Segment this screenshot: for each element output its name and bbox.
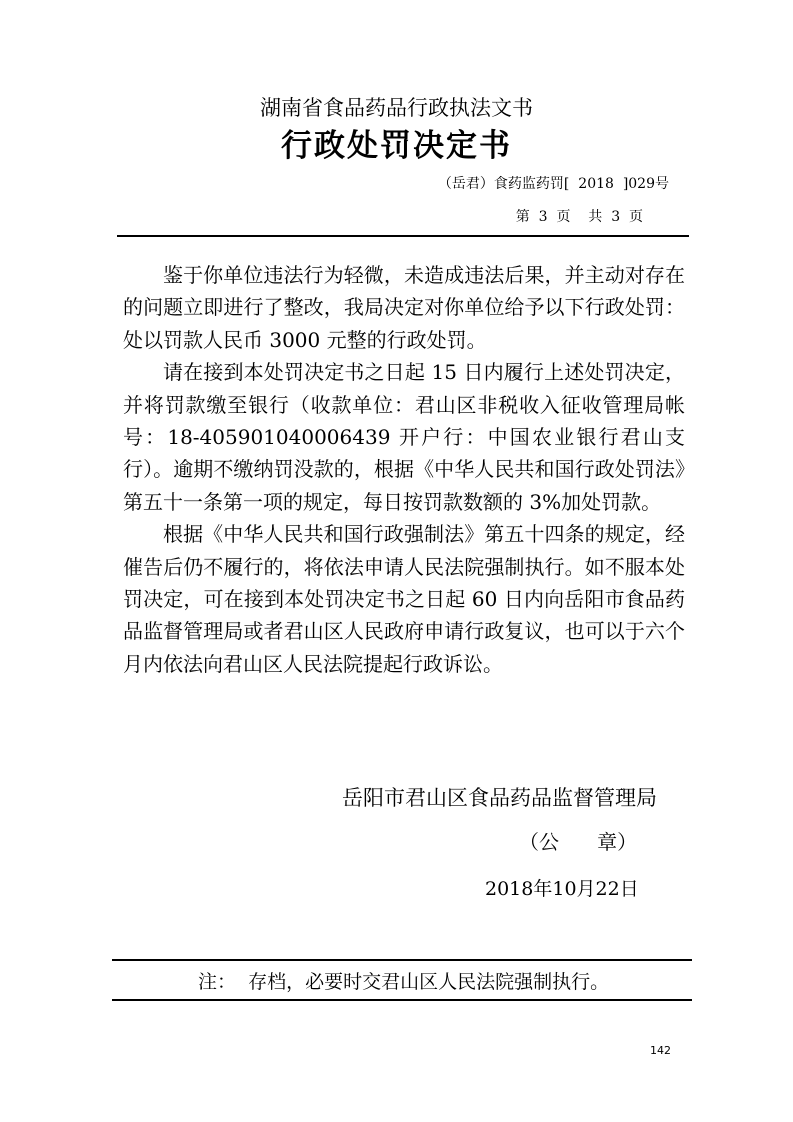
paragraph-payment: 请在接到本处罚决定书之日起 15 日内履行上述处罚决定，并将罚款缴至银行（收款单位：君山区非税收入征收管理局帐号：18-405901040006439 开户行：中国农业银行君山支行）。逾期不缴纳罚没款的，根据《中华人民共和国行政处罚法》第五十一条第一项的规定，每日按罚款数额的 3%加处罚款。 <box>123 360 685 514</box>
issuing-authority: 岳阳市君山区食品药品监督管理局 <box>342 786 657 810</box>
official-seal-label: （公 章） <box>519 830 638 854</box>
document-number: （岳君）食药监药罚[ 2018 ]029号 <box>437 176 669 192</box>
header-divider <box>117 235 689 237</box>
footer-divider-bottom <box>112 999 692 1001</box>
page-indicator: 第 3 页 共 3 页 <box>515 209 643 225</box>
decision-body <box>123 259 685 680</box>
page-number: 142 <box>650 1044 671 1057</box>
issue-date: 2018年10月22日 <box>485 878 639 900</box>
paragraph-penalty: 鉴于你单位违法行为轻微，未造成违法后果，并主动对存在的问题立即进行了整改，我局决定对你单位给予以下行政处罚：处以罚款人民币 3000 元整的行政处罚。 <box>123 263 685 352</box>
paragraph-appeal: 根据《中华人民共和国行政强制法》第五十四条的规定，经催告后仍不履行的，将依法申请人民法院强制执行。如不服本处罚决定，可在接到本处罚决定书之日起 60 日内向岳阳市食品药品监督管理局或者君山区人民政府申请行政复议，也可以于六个月内依法向君山区人民法院提起行政诉讼。 <box>123 522 685 676</box>
footer-divider-top <box>112 959 692 961</box>
document-type: 湖南省食品药品行政执法文书 <box>260 96 533 120</box>
document-title: 行政处罚决定书 <box>281 128 512 164</box>
footer-note: 注： 存档，必要时交君山区人民法院强制执行。 <box>198 971 610 993</box>
